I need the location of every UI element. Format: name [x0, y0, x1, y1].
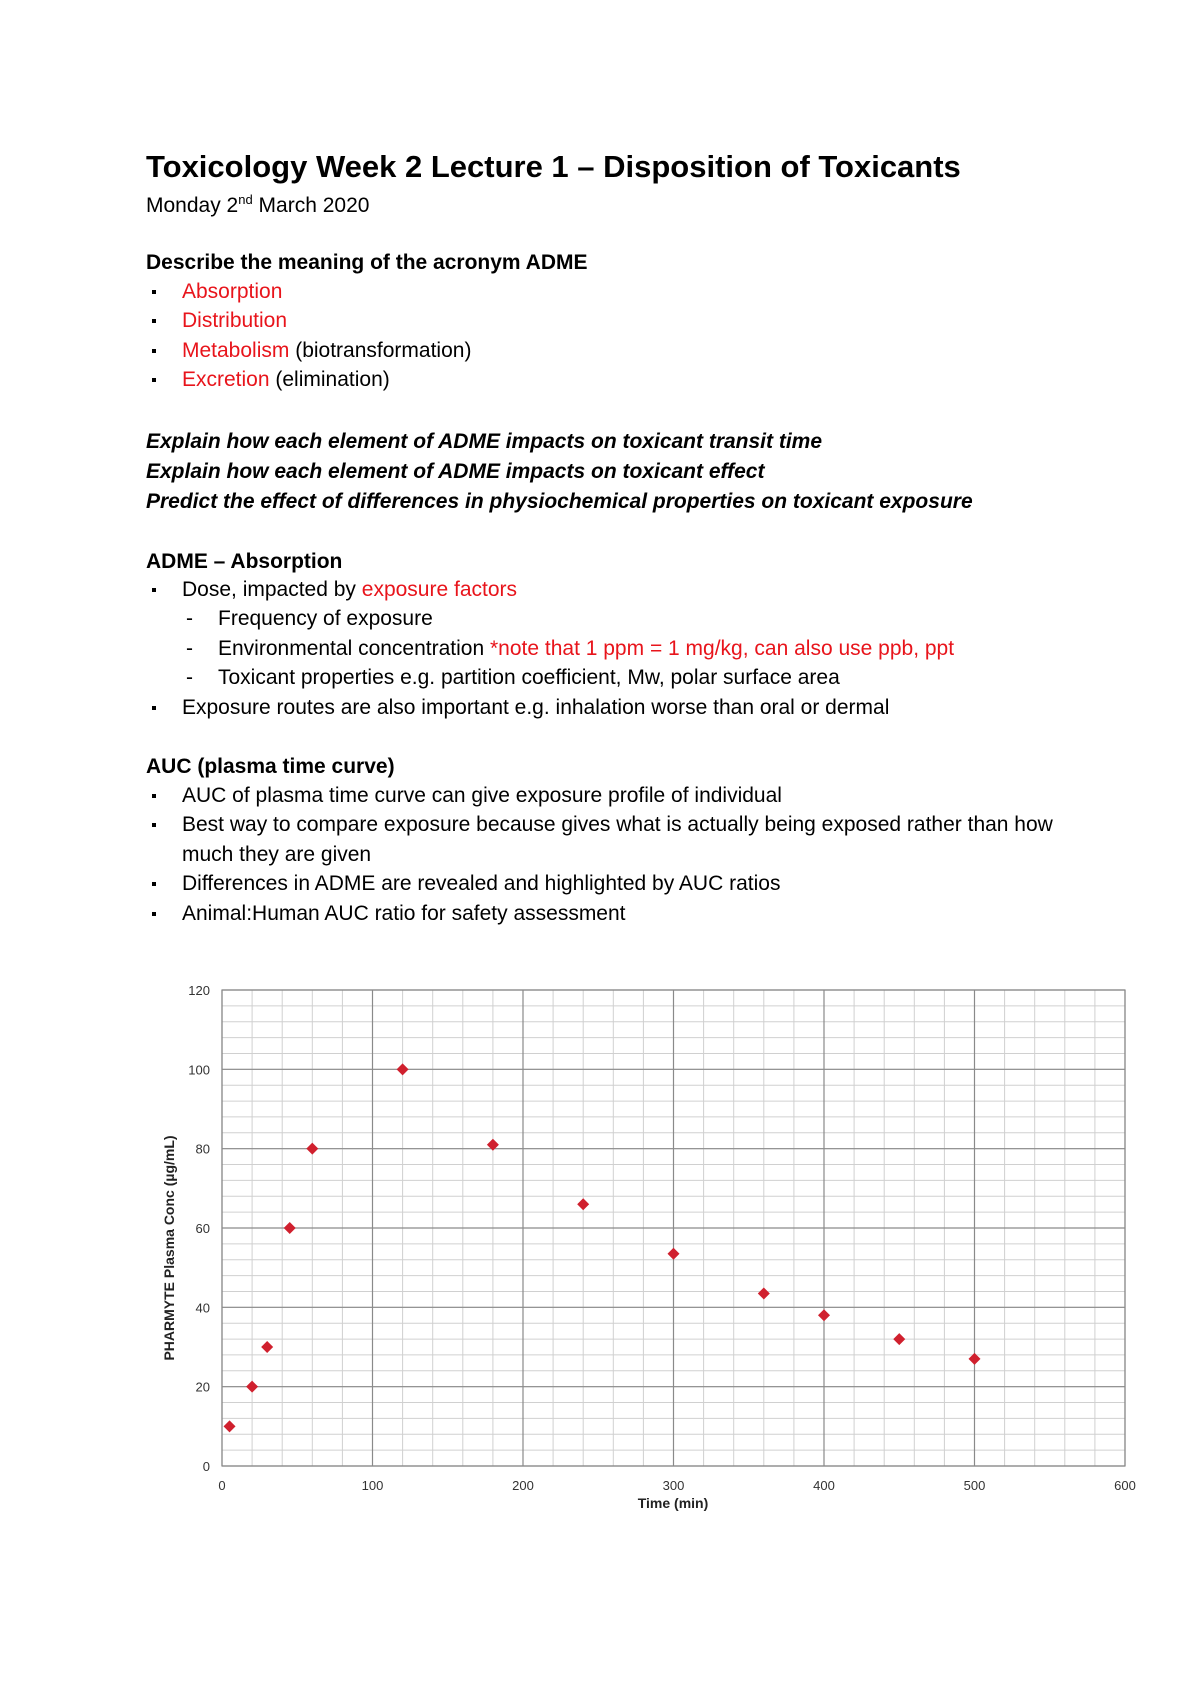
x-tick-label: 0 — [218, 1478, 226, 1493]
absorption-list — [146, 575, 1106, 723]
sub-item-frequency: - Frequency of exposure — [182, 604, 1106, 634]
data-point — [397, 1063, 409, 1075]
objective-1: Explain how each element of ADME impacts on toxicant transit time — [146, 429, 823, 453]
sub-item-environmental: - Environmental concentration *note that 1 ppm = 1 mg/kg, can also use ppb, ppt — [182, 634, 1106, 664]
spacer — [146, 218, 1106, 250]
auc-item-3: Differences in ADME are revealed and highlighted by AUC ratios — [146, 869, 1106, 899]
x-tick-label: 300 — [662, 1478, 685, 1493]
x-tick-label: 400 — [813, 1478, 835, 1493]
x-tick-label: 600 — [1114, 1478, 1136, 1493]
y-tick-label: 100 — [188, 1062, 210, 1078]
data-point — [893, 1333, 905, 1345]
data-point — [306, 1143, 318, 1155]
spacer — [146, 517, 1106, 549]
y-tick-label: 0 — [202, 1459, 210, 1474]
x-axis-label: Time (min) — [637, 1495, 709, 1511]
auc-heading: AUC (plasma time curve) — [146, 755, 395, 779]
x-tick-label: 100 — [361, 1478, 384, 1493]
y-tick-label: 60 — [195, 1221, 210, 1236]
objective-2: Explain how each element of ADME impacts on toxicant effect — [146, 459, 765, 483]
data-point — [246, 1381, 258, 1393]
x-tick-label: 200 — [512, 1478, 534, 1493]
y-tick-label: 80 — [195, 1141, 210, 1157]
adme-item-absorption: Absorption — [146, 277, 1106, 307]
y-tick-label: 20 — [195, 1379, 210, 1395]
data-point — [758, 1287, 770, 1299]
page-title: Toxicology Week 2 Lecture 1 – Disposition of Toxicants — [146, 149, 961, 184]
x-tick-label: 500 — [963, 1478, 986, 1493]
auc-item-1: AUC of plasma time curve can give exposure profile of individual — [146, 781, 1106, 811]
data-point — [224, 1420, 236, 1432]
data-point — [284, 1222, 296, 1234]
lecture-date — [146, 192, 1106, 218]
adme-item-metabolism: Metabolism (biotransformation) — [146, 336, 1106, 366]
exposure-factors-sublist — [182, 604, 1106, 693]
data-point — [668, 1248, 680, 1260]
adme-item-excretion: Excretion (elimination) — [146, 365, 1106, 395]
adme-heading: Describe the meaning of the acronym ADME — [146, 251, 588, 275]
adme-list — [146, 277, 1106, 395]
data-point — [261, 1341, 273, 1353]
data-point — [577, 1198, 589, 1210]
data-point — [818, 1309, 830, 1321]
auc-item-4: Animal:Human AUC ratio for safety assessment — [146, 899, 1106, 929]
data-points — [224, 1063, 981, 1432]
adme-item-distribution: Distribution — [146, 306, 1106, 336]
tick-labels — [188, 983, 1136, 1493]
objective-3: Predict the effect of differences in physiochemical properties on toxicant exposure — [146, 489, 973, 513]
auc-item-2: Best way to compare exposure because gives what is actually being exposed rather than how much they are given — [146, 810, 1106, 869]
absorption-dose-item: Dose, impacted by exposure factors - Frequency of exposure - Environmental concentration *note that 1 ppm = 1 mg/kg, can also use ppb, ppt - Toxicant properties e.g. partition coefficient, Mw, polar surface area — [146, 575, 1106, 693]
date-month-year: March 2020 — [252, 194, 370, 218]
y-tick-label: 120 — [188, 983, 210, 998]
absorption-heading: ADME – Absorption — [146, 549, 343, 573]
spacer — [146, 395, 1106, 427]
absorption-routes-item: Exposure routes are also important e.g. inhalation worse than oral or dermal — [146, 693, 1106, 723]
sub-item-properties: - Toxicant properties e.g. partition coefficient, Mw, polar surface area — [182, 663, 1106, 693]
date-prefix: Monday 2 — [146, 194, 239, 218]
y-axis-label: PHARMYTE Plasma Conc (µg/mL) — [161, 1135, 177, 1361]
date-suffix-ordinal: nd — [238, 192, 253, 208]
document-body — [146, 150, 1106, 928]
chart-svg — [150, 970, 1140, 1530]
plasma-curve-chart — [150, 970, 1140, 1530]
spacer — [146, 722, 1106, 754]
major-gridlines — [222, 990, 1125, 1466]
auc-list — [146, 781, 1106, 929]
y-tick-label: 40 — [195, 1300, 210, 1316]
